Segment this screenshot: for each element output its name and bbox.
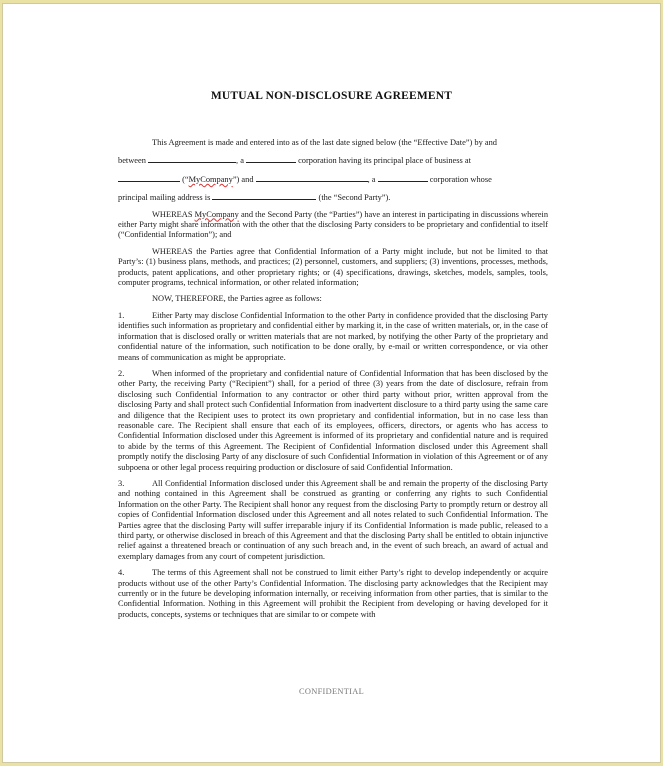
whereas-paragraph-1 (118, 210, 548, 241)
intro-line-2 (118, 154, 548, 166)
clause-number: 3. (118, 478, 125, 488)
intro-corporation-whose: corporation whose (429, 174, 492, 184)
mycompany-term: MyCompany (188, 174, 233, 184)
clause-number: 4. (118, 568, 125, 578)
intro-a-2: , a (367, 174, 376, 184)
document-body (118, 138, 548, 626)
blank-first-party-name[interactable] (148, 154, 236, 163)
clause-number: 2. (118, 368, 125, 378)
clause-1 (118, 311, 548, 363)
intro-and: ”) and (232, 174, 254, 184)
whereas-1-text: and the Second Party (the “Parties”) have an interest in participating in discussions wherein either Party might share information with the other that the disclosing Party considers to be proprietary and confidential to itself (“Confidential Information”); and (118, 209, 549, 240)
clause-text: Either Party may disclose Confidential Information to the other Party in confidence provided that the disclosing Party identifies such information as proprietary and confidential either by marking it, in the case of written materials, or, in the case of information that is disclosed orally or written materials that are not marked, by notifying the other Party of the proprietary and confidential nature of the information, such notification to be done orally, by e-mail or written correspondence, or via other means of communication as might be appropriate. (118, 310, 548, 362)
whereas-1-mycompany: MyCompany (194, 209, 239, 219)
clause-number: 1. (118, 310, 125, 320)
whereas-1-lead: WHEREAS (152, 209, 193, 219)
clause-text: The terms of this Agreement shall not be construed to limit either Party’s right to develop independently or acquire products without use of the other Party’s Confidential Information. The disclosing party acknowledges that the Recipient may currently or in the future be developing information internally, or receiving information from other parties, that is similar to the Confidential Information. Nothing in this Agreement will prohibit the Recipient from developing or having developed for it products, concepts, systems or techniques that are similar to or compete with (118, 568, 548, 619)
intro-a-1: , a (236, 156, 244, 166)
blank-first-party-address[interactable] (118, 173, 180, 182)
clause-2 (118, 369, 548, 473)
intro-line-1: This Agreement is made and entered into as of the last date signed below (the “Effective Date”) by and (152, 138, 497, 147)
intro-line-3 (118, 173, 548, 185)
blank-second-party-name[interactable] (256, 173, 368, 182)
whereas-paragraph-2: WHEREAS the Parties agree that Confidential Information of a Party might include, but not be limited to that Party’s: (1) business plans, methods, and practices; (2) personnel, customers, and suppliers; (3) inventions, processes, methods, products, patent applications, and other proprietary rights; or (4) specifications, drawings, sketches, models, samples, tools, computer programs, technical information, or other related information; (118, 246, 548, 288)
document-page (2, 3, 661, 763)
page-footer: CONFIDENTIAL (298, 687, 364, 696)
intro-corporation-text: corporation having its principal place of business at (298, 156, 471, 166)
blank-first-party-state[interactable] (246, 154, 296, 163)
clause-text: When informed of the proprietary and confidential nature of Confidential Information that has been disclosed by the other Party, the receiving Party (“Recipient”) shall, for a period of three (3) years from the date of disclosure, refrain from disclosing such Confidential Information to any contractor or other third party without prior, written approval from the disclosing Party and shall protect such Confidential Information from inadvertent disclosure to a third party using the same care and diligence that the Recipient uses to protect its own proprietary and confidential information, but in no case less than reasonable care. The Recipient shall ensure that each of its employees, officers, directors, or agents who has access to Confidential Information disclosed under this Agreement is informed of its proprietary and confidential nature and is required to abide by the terms of this Agreement. The Recipient of Confidential Information disclosed under this Agreement shall promptly notify the disclosing Party of any disclosure of such Confidential Information in violation of this Agreement or of any subpoena or other legal process requiring production or disclosure of said Confidential Information. (118, 368, 548, 472)
clause-3 (118, 479, 548, 562)
intro-open-quote: (“ (182, 174, 189, 184)
clause-4 (118, 568, 548, 620)
blank-second-party-address[interactable] (212, 191, 316, 200)
intro-line-4 (118, 191, 548, 203)
clause-text: All Confidential Information disclosed under this Agreement shall be and remain the property of the disclosing Party and nothing contained in this Agreement shall be construed as granting or conferring any rights to such Confidential Information on the other Party. The Recipient shall honor any request from the disclosing Party to promptly return or destroy all copies of Confidential Information disclosed under this Agreement and all notes related to such Confidential Information. The Parties agree that the disclosing Party will suffer irreparable injury if its Confidential Information is made public, released to a third party, or otherwise disclosed in breach of this Agreement and that the disclosing Party shall be entitled to obtain injunctive relief against a threatened breach or continuation of any such breach and, in the event of such breach, an award of actual and exemplary damages from any court of competent jurisdiction. (118, 478, 548, 561)
now-therefore: NOW, THEREFORE, the Parties agree as follows: (152, 294, 322, 304)
document-title: MUTUAL NON-DISCLOSURE AGREEMENT (210, 90, 453, 102)
blank-second-party-state[interactable] (378, 173, 428, 182)
intro-mailing-address: principal mailing address is (118, 193, 211, 203)
intro-second-party: (the “Second Party”). (318, 193, 391, 203)
intro-between: between (118, 156, 146, 166)
